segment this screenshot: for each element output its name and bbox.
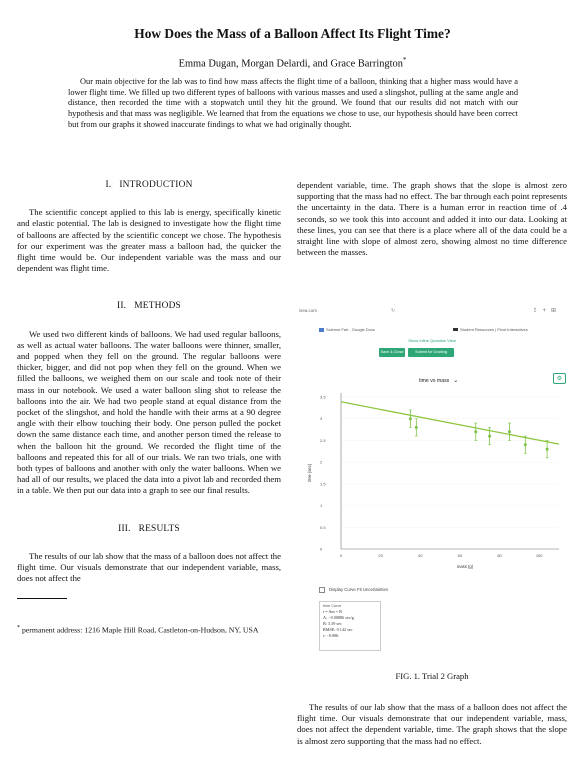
data-point	[415, 426, 418, 429]
y-tick-label: 0.5	[320, 524, 326, 530]
data-point	[524, 443, 527, 446]
x-tick-label: 100	[535, 553, 543, 558]
curve-fit-box	[319, 601, 381, 651]
y-tick-label: 1	[320, 503, 323, 509]
curve-fit-toggle[interactable]: Display Curve Fit Uncertainties	[319, 587, 388, 593]
data-point	[409, 417, 412, 420]
inline-question-link[interactable]: Show Inline Question View	[408, 338, 456, 343]
x-axis-label: mass (g)	[456, 564, 474, 569]
y-tick-label: 3	[320, 416, 323, 422]
fit-intercept: B: 3.39 sec	[323, 621, 342, 626]
right-column-bottom	[297, 702, 567, 747]
data-point	[474, 430, 477, 433]
graph-select[interactable]: time vs mass ⌄	[419, 378, 459, 384]
chevron-down-icon: ⌄	[453, 378, 459, 384]
abstract: Our main objective for the lab was to find how mass affects the flight time of a balloon, thinking that a higher mass would have a lower flight time. We filled up two different types of balloons with various masses and used a slingshot, pulling at the same angle and distance, then recorded the time with a stopwatch until they hit the ground. We found that our results did not match with our hypothesis and that mass was negligible. We learned that from the equations we chose to use, our hypothesis should have been correct but from our graphs it showed inaccurate findings to what we had originally thought.	[68, 77, 518, 129]
data-point	[508, 430, 511, 433]
y-axis-label: time (sec)	[307, 463, 312, 483]
paper-title: How Does the Mass of a Balloon Affect Its Flight Time?	[134, 26, 451, 41]
save-close-button[interactable]: Save & Close	[379, 348, 405, 357]
y-tick-label: 2.5	[320, 437, 326, 443]
url-bar[interactable]: ivea.com	[299, 308, 318, 313]
gear-icon[interactable]: ⚙	[553, 373, 566, 384]
fit-rmse: RMSE: 0.142 sec	[323, 627, 353, 632]
data-point	[488, 435, 491, 438]
left-column	[17, 180, 281, 636]
fit-r: r: −0.886	[323, 633, 339, 638]
y-tick-label: 2	[320, 459, 323, 465]
bookmark-docs[interactable]: Science Fair - Google Docs	[319, 327, 375, 332]
section-heading-intro: I. INTRODUCTION	[105, 180, 193, 190]
x-tick-label: 0	[339, 553, 343, 558]
y-tick-label: 0	[320, 546, 323, 552]
graph-screenshot	[297, 305, 567, 657]
fit-header: time Curve	[323, 604, 342, 608]
bookmark-pivot[interactable]: Student Resources | Pivot Interactives	[453, 327, 528, 332]
toolbar-icons[interactable]: ⇪+⊞	[532, 308, 561, 314]
y-tick-label: 3.5	[320, 394, 326, 400]
results-paragraph: The results of our lab show that the mass of a balloon does not affect the flight time. Our visuals demonstrate that our independent variable, mass, does not affect the	[17, 550, 281, 584]
x-tick-label: 80	[497, 553, 502, 558]
intro-paragraph: The scientific concept applied to this lab is energy, specifically kinetic and elastic potential. The lab is designed to investigate how the flight time of balloons are affected by the scientific concept we chose. The hypothesis for our experiment was the greater mass a balloon had, the quicker the flight time would be. Our independent variable was the mass and our dependent was flight time.	[17, 207, 281, 274]
data-point	[546, 448, 549, 451]
fit-line	[341, 402, 559, 444]
methods-paragraph: We used two different kinds of balloons. We had used regular balloons, as well as actual water balloons. The water balloons were thinner, smaller, and popped when they fell on the ground. The regular balloons were thicker, bigger, and did not pop when they fell on the ground. When we filled the balloons, we weighed them on our scale and took note of their mass in our notebook. We used a water balloon sling shot to release the balloons into the air. We had two people stand at equal distance from the pocket of the slingshot, and hold the handle with their arms at a 90 degree angle with their elbow touching their body. One person pulled the pocket down the same distance each time, and another person timed the release to when the balloon hit the ground. We recorded the flight time of the balloons and repeated this for all of our trials. We ran two trials, one with both types of balloons and another with only the water balloons. When we had all of our results, we placed the data into a pivot lab and recorded them in a table. We then put our data into a graph to see our final results.	[17, 328, 281, 496]
fit-slope: A: −0.00886 sec/g	[323, 615, 354, 620]
footnote: * permanent address: 1216 Maple Hill Road, Castleton-on-Hudson, NY, USA	[17, 625, 259, 636]
section-heading-methods: II. METHODS	[117, 301, 181, 312]
y-tick-label: 1.5	[320, 481, 326, 487]
discussion-paragraph: dependent variable, time. The graph shows that the slope is almost zero supporting that the mass had no effect. The bar through each point represents the uncertainty in the data. There is a human error in reaction time of .4 seconds, so we took this into account and added it into our data. Looking at these lines, you can see that there is a place where all of the data could be a straight line with slope of almost zero, showing almost no time difference between the masses.	[297, 180, 567, 258]
results-repeat-paragraph: The results of our lab show that the mass of a balloon does not affect the flight time. Our visuals demonstrate that our independent variable, mass, does not affect the dependent variable, time. The graph shows that the slope is almost zero supporting that the mass had no effect.	[297, 702, 567, 746]
x-tick-label: 20	[378, 553, 383, 558]
right-column	[297, 180, 567, 258]
fit-equation: t = Am + B	[323, 609, 342, 614]
section-heading-results: III. RESULTS	[118, 523, 180, 534]
figure-caption: FIG. 1. Trial 2 Graph	[395, 671, 469, 681]
checkbox[interactable]	[319, 587, 325, 593]
reload-icon[interactable]: ↻	[391, 308, 396, 314]
x-tick-label: 40	[418, 553, 423, 558]
x-tick-label: 60	[457, 553, 463, 558]
submit-grading-button[interactable]: Submit for Grading	[408, 348, 454, 357]
author-list: Emma Dugan, Morgan Delardi, and Grace Barrington*	[178, 56, 407, 70]
